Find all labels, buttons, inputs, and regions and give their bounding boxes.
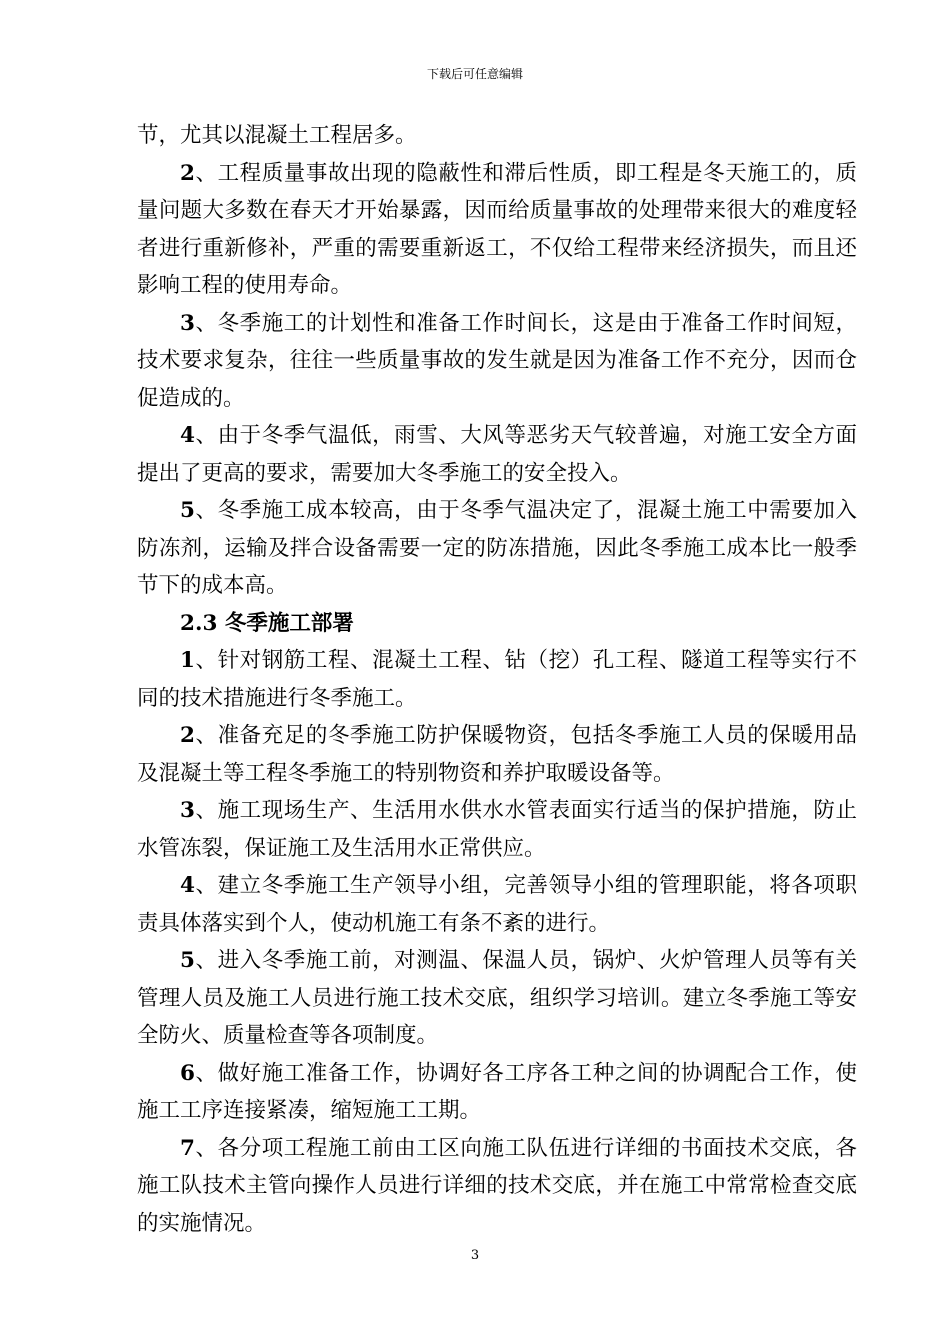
item-number: 2	[180, 723, 195, 748]
page-number: 3	[470, 1248, 480, 1263]
list-item	[137, 305, 857, 418]
item-number: 5	[180, 498, 195, 523]
item-text: 、建立冬季施工生产领导小组，完善领导小组的管理职能，将各项职责具体落实到个人，使动机施工有条不紊的进行。	[137, 873, 857, 936]
list-item	[137, 1130, 857, 1243]
section-heading: 2.3 冬季施工部署	[180, 610, 354, 636]
item-number: 4	[180, 873, 195, 898]
item-text: 、针对钢筋工程、混凝土工程、钻（挖）孔工程、隧道工程等实行不同的技术措施进行冬季施工。	[137, 648, 857, 711]
item-text: 、准备充足的冬季施工防护保暖物资，包括冬季施工人员的保暖用品及混凝土等工程冬季施工的特别物资和养护取暖设备等。	[137, 723, 857, 786]
list-item	[137, 1055, 857, 1130]
document-body	[137, 117, 857, 1242]
list-item	[137, 867, 857, 942]
item-text: 、进入冬季施工前，对测温、保温人员，锅炉、火炉管理人员等有关管理人员及施工人员进行施工技术交底，组织学习培训。建立冬季施工等安全防火、质量检查等各项制度。	[137, 948, 857, 1048]
list-item	[137, 792, 857, 867]
item-text: 、冬季施工成本较高，由于冬季气温决定了，混凝土施工中需要加入防冻剂，运输及拌合设备需要一定的防冻措施，因此冬季施工成本比一般季节下的成本高。	[137, 498, 857, 598]
item-number: 3	[180, 310, 195, 336]
item-number: 7	[180, 1135, 195, 1161]
page-header: 下载后可任意编辑	[426, 67, 523, 81]
list-item	[137, 492, 857, 605]
paragraph-continuation: 节，尤其以混凝土工程居多。	[137, 123, 417, 148]
list-item	[137, 942, 857, 1055]
list-item	[137, 155, 857, 305]
item-text: 、各分项工程施工前由工区向施工队伍进行详细的书面技术交底，各施工队技术主管向操作人员进行详细的技术交底，并在施工中常常检查交底的实施情况。	[137, 1135, 857, 1236]
list-item	[137, 417, 857, 492]
item-number: 3	[180, 798, 195, 823]
item-text: 、工程质量事故出现的隐蔽性和滞后性质，即工程是冬天施工的，质量问题大多数在春天才开始暴露，因而给质量事故的处理带来很大的难度轻者进行重新修补，严重的需要重新返工，不仅给工程带来经济损失，而且还影响工程的使用寿命。	[137, 160, 857, 298]
item-number: 4	[180, 423, 195, 448]
item-number: 6	[180, 1060, 195, 1086]
list-item	[137, 642, 857, 717]
item-number: 1	[180, 648, 195, 673]
item-number: 2	[180, 160, 195, 186]
list-item	[137, 717, 857, 792]
item-text: 、施工现场生产、生活用水供水水管表面实行适当的保护措施，防止水管冻裂，保证施工及生活用水正常供应。	[137, 798, 857, 861]
item-text: 、冬季施工的计划性和准备工作时间长，这是由于准备工作时间短，技术要求复杂，往往一些质量事故的发生就是因为准备工作不充分，因而仓促造成的。	[137, 310, 857, 411]
item-text: 、做好施工准备工作，协调好各工序各工种之间的协调配合工作，使施工工序连接紧凑，缩短施工工期。	[137, 1060, 857, 1123]
item-text: 、由于冬季气温低，雨雪、大风等恶劣天气较普遍，对施工安全方面提出了更高的要求，需要加大冬季施工的安全投入。	[137, 423, 857, 486]
item-number: 5	[180, 948, 195, 973]
